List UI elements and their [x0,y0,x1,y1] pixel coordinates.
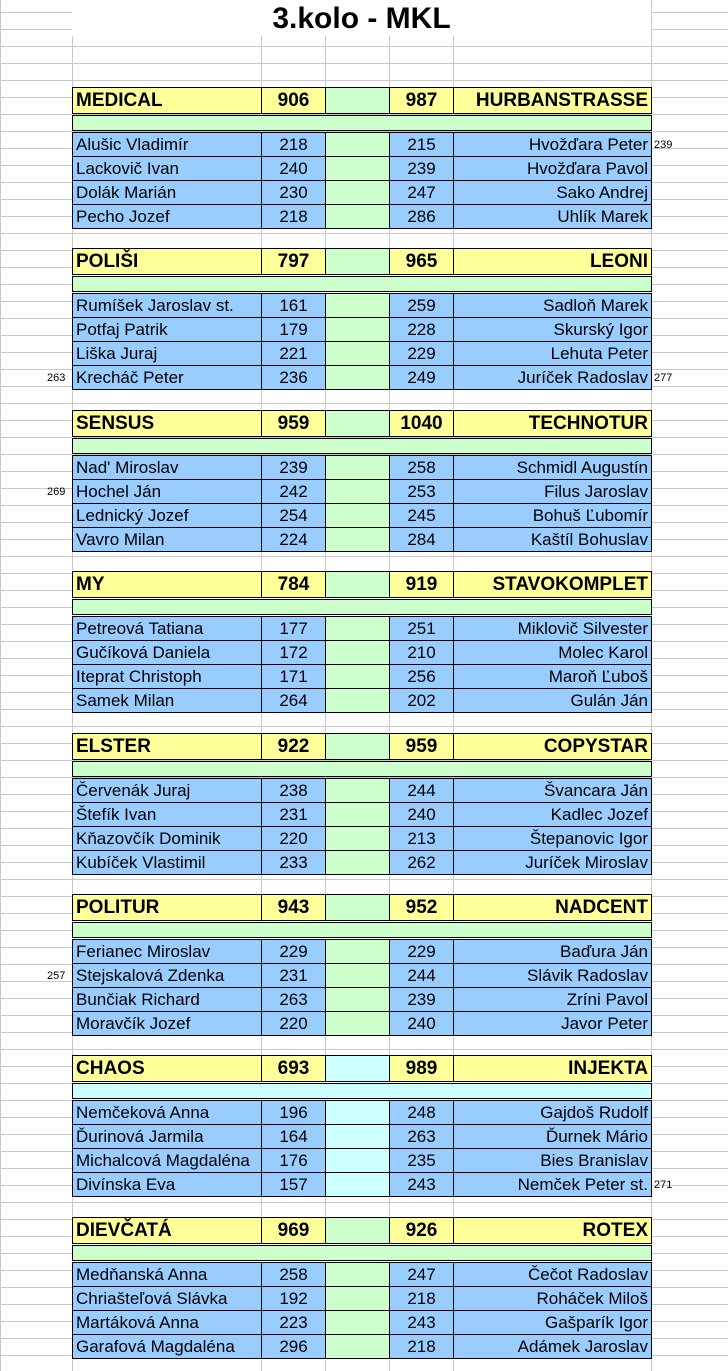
away-player-score: 239 [389,987,454,1012]
away-player-score: 213 [389,826,454,851]
middle-cell [325,1055,390,1082]
away-player-score: 210 [389,640,454,665]
middle-cell [325,317,390,342]
home-player-score: 236 [261,365,326,390]
middle-cell [325,156,390,181]
away-player-name: Maroň Ľuboš [453,664,652,689]
home-player-score: 179 [261,317,326,342]
middle-cell [325,293,390,318]
home-player-score: 164 [261,1124,326,1149]
away-team-name: INJEKTA [453,1055,652,1082]
home-player-name: Iteprat Christoph [72,664,262,689]
away-team-total: 989 [389,1055,454,1082]
away-player-name: Hvožďara Pavol [453,156,652,181]
home-player-score: 263 [261,987,326,1012]
home-player-score: 231 [261,802,326,827]
away-player-name: Juríček Miroslav [453,850,652,875]
middle-cell [325,1310,390,1335]
middle-cell [325,132,390,157]
middle-cell [325,616,390,641]
away-player-name: Skurský Igor [453,317,652,342]
middle-cell [325,1100,390,1125]
home-team-total: 969 [261,1217,326,1244]
away-team-total: 1040 [389,410,454,437]
home-player-name: Liška Juraj [72,341,262,366]
away-player-name: Gašparík Igor [453,1310,652,1335]
home-player-name: Michalcová Magdaléna [72,1148,262,1173]
away-player-score: 245 [389,503,454,528]
middle-cell [325,733,390,760]
home-player-name: Bunčiak Richard [72,987,262,1012]
spacer-row [72,438,652,454]
away-player-name: Miklovič Silvester [453,616,652,641]
away-player-name: Adámek Jaroslav [453,1334,652,1359]
home-player-name: Lackovič Ivan [72,156,262,181]
home-player-name: Dolák Marián [72,180,262,205]
away-player-score: 244 [389,963,454,988]
away-team-name: STAVOKOMPLET [453,571,652,598]
middle-cell [325,664,390,689]
home-player-score: 230 [261,180,326,205]
spacer-row [72,1245,652,1261]
away-player-score: 249 [389,365,454,390]
home-player-score: 223 [261,1310,326,1335]
middle-cell [325,939,390,964]
middle-cell [325,778,390,803]
away-player-score: 286 [389,204,454,229]
away-player-name: Bies Branislav [453,1148,652,1173]
away-team-total: 965 [389,248,454,275]
home-player-score: 220 [261,826,326,851]
away-player-name: Čečot Radoslav [453,1262,652,1287]
grid-row-line [0,403,728,404]
middle-cell [325,987,390,1012]
middle-cell [325,571,390,598]
middle-cell [325,341,390,366]
away-team-total: 926 [389,1217,454,1244]
grid-row-line [0,556,728,557]
home-player-score: 233 [261,850,326,875]
middle-cell [325,963,390,988]
home-player-score: 224 [261,527,326,552]
home-player-name: Garafová Magdaléna [72,1334,262,1359]
away-player-name: Schmidl Augustín [453,455,652,480]
home-team-name: POLIŠI [72,248,262,275]
home-player-score: 192 [261,1286,326,1311]
away-player-score: 235 [389,1148,454,1173]
away-player-score: 243 [389,1172,454,1197]
away-player-name: Gajdoš Rudolf [453,1100,652,1125]
away-player-name: Švancara Ján [453,778,652,803]
away-player-score: 253 [389,479,454,504]
away-player-score: 262 [389,850,454,875]
home-player-name: Potfaj Patrik [72,317,262,342]
middle-cell [325,1262,390,1287]
side-note-left: 263 [47,372,66,384]
away-player-score: 243 [389,1310,454,1335]
home-player-name: Stejskalová Zdenka [72,963,262,988]
home-player-name: Lednický Jozef [72,503,262,528]
away-player-score: 259 [389,293,454,318]
away-team-name: ROTEX [453,1217,652,1244]
grid-row-line [0,80,728,81]
away-player-name: Sadloň Marek [453,293,652,318]
middle-cell [325,527,390,552]
spacer-row [72,276,652,292]
page-title: 3.kolo - MKL [72,0,651,36]
grid-row-line [0,1202,728,1203]
away-player-name: Slávik Radoslav [453,963,652,988]
home-team-total: 922 [261,733,326,760]
away-player-score: 215 [389,132,454,157]
away-player-name: Kadlec Jozef [453,802,652,827]
away-player-name: Juríček Radoslav [453,365,652,390]
middle-cell [325,1286,390,1311]
grid-row-line [0,233,728,234]
home-player-score: 176 [261,1148,326,1173]
middle-cell [325,365,390,390]
home-player-name: Pecho Jozef [72,204,262,229]
home-player-score: 254 [261,503,326,528]
side-note-right: 271 [654,1179,673,1191]
home-player-name: Nad' Miroslav [72,455,262,480]
home-player-score: 218 [261,132,326,157]
home-player-name: Ferianec Miroslav [72,939,262,964]
home-player-name: Červenák Juraj [72,778,262,803]
grid-row-line [0,63,728,64]
away-player-name: Javor Peter [453,1011,652,1036]
middle-cell [325,1334,390,1359]
away-player-score: 218 [389,1286,454,1311]
away-player-score: 247 [389,1262,454,1287]
away-player-score: 284 [389,527,454,552]
home-team-name: ELSTER [72,733,262,760]
home-player-score: 171 [261,664,326,689]
away-player-name: Molec Karol [453,640,652,665]
home-player-score: 157 [261,1172,326,1197]
middle-cell [325,1172,390,1197]
middle-cell [325,850,390,875]
away-team-name: NADCENT [453,894,652,921]
away-player-score: 228 [389,317,454,342]
home-team-total: 784 [261,571,326,598]
away-team-name: HURBANSTRASSE [453,87,652,114]
middle-cell [325,503,390,528]
home-team-name: DIEVČATÁ [72,1217,262,1244]
home-player-name: Rumíšek Jaroslav st. [72,293,262,318]
home-player-score: 220 [261,1011,326,1036]
home-player-score: 296 [261,1334,326,1359]
away-player-score: 218 [389,1334,454,1359]
middle-cell [325,87,390,114]
away-player-name: Uhlík Marek [453,204,652,229]
away-player-name: Zríni Pavol [453,987,652,1012]
away-team-total: 919 [389,571,454,598]
middle-cell [325,204,390,229]
home-team-name: CHAOS [72,1055,262,1082]
home-player-score: 240 [261,156,326,181]
spacer-row [72,761,652,777]
side-note-right: 277 [654,372,673,384]
home-player-name: Nemčeková Anna [72,1100,262,1125]
home-player-score: 172 [261,640,326,665]
home-player-name: Hochel Ján [72,479,262,504]
home-player-score: 264 [261,688,326,713]
home-player-name: Moravčík Jozef [72,1011,262,1036]
middle-cell [325,826,390,851]
home-player-name: Kňazovčík Dominik [72,826,262,851]
home-player-name: Kubíček Vlastimil [72,850,262,875]
away-player-score: 256 [389,664,454,689]
middle-cell [325,894,390,921]
home-team-name: MEDICAL [72,87,262,114]
home-player-name: Divínska Eva [72,1172,262,1197]
middle-cell [325,410,390,437]
home-team-name: MY [72,571,262,598]
home-team-total: 693 [261,1055,326,1082]
away-team-name: LEONI [453,248,652,275]
home-player-score: 177 [261,616,326,641]
away-player-score: 240 [389,1011,454,1036]
away-player-score: 263 [389,1124,454,1149]
away-team-name: COPYSTAR [453,733,652,760]
home-player-name: Vavro Milan [72,527,262,552]
away-player-name: Bohuš Ľubomír [453,503,652,528]
home-player-name: Alušic Vladimír [72,132,262,157]
middle-cell [325,248,390,275]
grid-row-line [0,46,728,47]
away-player-name: Sako Andrej [453,180,652,205]
home-team-total: 943 [261,894,326,921]
middle-cell [325,180,390,205]
away-player-name: Gulán Ján [453,688,652,713]
home-player-score: 161 [261,293,326,318]
home-player-score: 221 [261,341,326,366]
spacer-row [72,922,652,938]
middle-cell [325,802,390,827]
home-player-name: Štefík Ivan [72,802,262,827]
spacer-row [72,1083,652,1099]
home-player-name: Medňanská Anna [72,1262,262,1287]
middle-cell [325,1217,390,1244]
home-player-name: Samek Milan [72,688,262,713]
away-player-name: Štepanovic Igor [453,826,652,851]
spacer-row [72,115,652,131]
middle-cell [325,1011,390,1036]
grid-column-line [0,0,1,1371]
away-team-total: 987 [389,87,454,114]
home-player-score: 238 [261,778,326,803]
away-player-score: 244 [389,778,454,803]
middle-cell [325,479,390,504]
away-player-score: 229 [389,341,454,366]
away-player-score: 251 [389,616,454,641]
home-player-name: Krecháč Peter [72,365,262,390]
away-team-total: 959 [389,733,454,760]
away-player-name: Baďura Ján [453,939,652,964]
home-team-total: 906 [261,87,326,114]
grid-row-line [0,726,728,727]
middle-cell [325,640,390,665]
home-player-score: 196 [261,1100,326,1125]
away-player-name: Ďurnek Mário [453,1124,652,1149]
away-team-name: TECHNOTUR [453,410,652,437]
away-player-score: 239 [389,156,454,181]
middle-cell [325,1124,390,1149]
grid-row-line [0,1049,728,1050]
middle-cell [325,688,390,713]
away-player-name: Hvožďara Peter [453,132,652,157]
home-player-score: 242 [261,479,326,504]
home-player-score: 218 [261,204,326,229]
middle-cell [325,455,390,480]
away-player-score: 248 [389,1100,454,1125]
spacer-row [72,599,652,615]
away-player-name: Nemček Peter st. [453,1172,652,1197]
home-player-score: 239 [261,455,326,480]
middle-cell [325,1148,390,1173]
away-player-score: 240 [389,802,454,827]
away-player-score: 202 [389,688,454,713]
home-player-score: 258 [261,1262,326,1287]
away-player-name: Roháček Miloš [453,1286,652,1311]
away-player-score: 229 [389,939,454,964]
away-player-name: Filus Jaroslav [453,479,652,504]
away-player-score: 247 [389,180,454,205]
away-team-total: 952 [389,894,454,921]
grid-row-line [0,879,728,880]
away-player-name: Kaštíl Bohuslav [453,527,652,552]
home-player-score: 229 [261,939,326,964]
away-player-name: Lehuta Peter [453,341,652,366]
home-player-name: Martáková Anna [72,1310,262,1335]
home-team-total: 797 [261,248,326,275]
home-player-name: Ďurinová Jarmila [72,1124,262,1149]
home-player-name: Gučíková Daniela [72,640,262,665]
home-player-score: 231 [261,963,326,988]
side-note-left: 257 [47,970,66,982]
home-team-name: POLITUR [72,894,262,921]
home-team-total: 959 [261,410,326,437]
home-team-name: SENSUS [72,410,262,437]
home-player-name: Petreová Tatiana [72,616,262,641]
away-player-score: 258 [389,455,454,480]
home-player-name: Chriašteľová Slávka [72,1286,262,1311]
side-note-right: 239 [654,139,673,151]
side-note-left: 269 [47,486,66,498]
